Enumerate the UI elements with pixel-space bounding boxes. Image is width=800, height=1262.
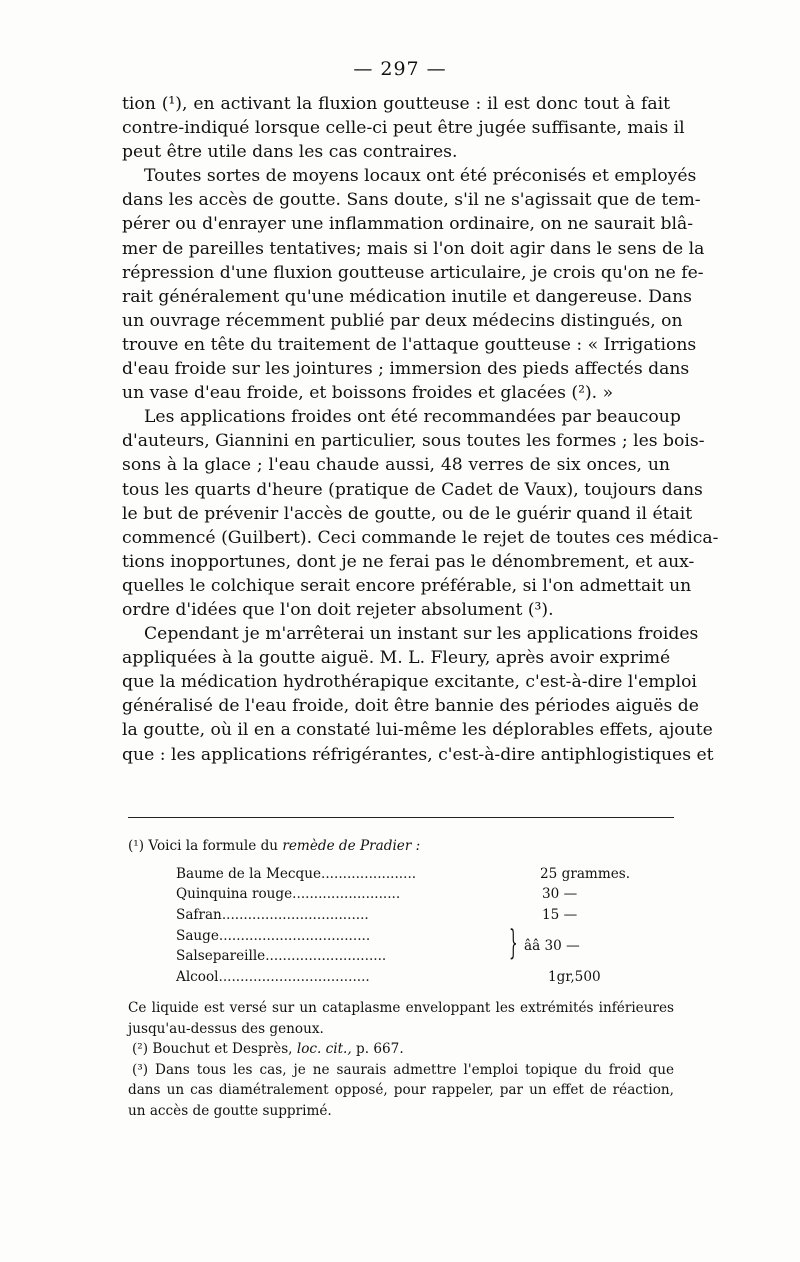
footnote-2-authors: (²) Bouchut et Desprès, [132, 1041, 293, 1057]
ingredient-name: Sauge [176, 928, 219, 944]
text-line: contre-indiqué lorsque celle-ci peut être jugée suffisante, mais il [122, 118, 685, 139]
text-line: Toutes sortes de moyens locaux ont été préconisés et employés [144, 166, 697, 187]
recipe-row [176, 866, 416, 882]
text-line: la goutte, où il en a constaté lui-même les déplorables effets, ajoute [122, 720, 713, 741]
text-line: dans un cas diamétralement opposé, pour rappeler, par un effet de réaction, [128, 1082, 674, 1098]
text-line: quelles le colchique serait encore préférable, si l'on admettait un [122, 575, 692, 596]
ingredient-qty: 25 grammes. [540, 866, 631, 882]
text-line: (³) Dans tous les cas, je ne saurais admettre l'emploi topique du froid que [132, 1061, 674, 1078]
brace-qty: ââ 30 — [524, 938, 580, 954]
recipe-row [176, 907, 369, 923]
footnote-2 [128, 1039, 674, 1060]
footnotes [128, 836, 674, 857]
leader-dots: ......................... [292, 886, 401, 902]
text-line: le but de prévenir l'accès de goutte, ou de le guérir quand il était [122, 503, 693, 524]
ingredient-qty: 1gr,500 [548, 969, 601, 985]
text-line: dans les accès de goutte. Sans doute, s'il ne s'agissait que de tem- [122, 190, 701, 211]
leader-dots: ................................... [218, 928, 371, 944]
text-line: un vase d'eau froide, et boissons froides et glacées (²). » [122, 383, 614, 404]
ingredient-name: Alcool [176, 969, 219, 985]
main-text [122, 92, 719, 767]
ingredient-qty: 15 — [542, 907, 578, 923]
ingredient-name: Quinquina rouge [176, 886, 293, 902]
text-line: sons à la glace ; l'eau chaude aussi, 48 verres de six onces, un [122, 455, 670, 476]
recipe-row [176, 928, 370, 944]
text-line: commencé (Guilbert). Ceci commande le rejet de toutes ces médica- [122, 527, 719, 548]
footnote-2-ref: loc. cit., [296, 1041, 352, 1057]
text-line: d'eau froide sur les jointures ; immersion des pieds affectés dans [122, 359, 690, 380]
footnote-rule [128, 817, 674, 818]
text-line: Ce liquide est versé sur un cataplasme enveloppant les extrémités inférieures [128, 1000, 674, 1016]
leader-dots: ................................... [218, 969, 370, 985]
paragraph [122, 405, 681, 429]
text-line: tous les quarts d'heure (pratique de Cadet de Vaux), toujours dans [122, 479, 703, 500]
text-line: un accès de goutte supprimé. [128, 1102, 332, 1119]
text-line: rait généralement qu'une médication inutile et dangereuse. Dans [122, 286, 692, 307]
recipe-row [176, 886, 400, 902]
ingredient-name: Baume de la Mecque [176, 866, 322, 882]
paragraph [122, 188, 705, 405]
leader-dots: ............................ [265, 948, 387, 964]
text-line: répression d'une fluxion goutteuse articulaire, je crois qu'on ne fe- [122, 262, 704, 283]
text-line: appliquées à la goutte aiguë. M. L. Fleury, après avoir exprimé [122, 648, 671, 669]
footnote-2-page: p. 667. [356, 1041, 404, 1057]
text-line: Cependant je m'arrêterai un instant sur les applications froides [144, 624, 699, 645]
brace-symbol: } [509, 923, 518, 963]
text-line: Les applications froides ont été recommandées par beaucoup [144, 407, 681, 428]
paragraph [122, 622, 699, 646]
page-number: — 297 — [353, 58, 447, 80]
text-line: pérer ou d'enrayer une inflammation ordinaire, on ne saurait blâ- [122, 214, 694, 235]
text-line: trouve en tête du traitement de l'attaque goutteuse : « Irrigations [122, 334, 697, 355]
recipe-row [176, 948, 386, 964]
text-line: tion (¹), en activant la fluxion goutteuse : il est donc tout à fait [122, 94, 670, 114]
text-line: que : les applications réfrigérantes, c'est-à-dire antiphlogistiques et [122, 744, 714, 765]
footnote-1-intro [128, 836, 674, 857]
text-line: mer de pareilles tentatives; mais si l'on doit agir dans le sens de la [122, 238, 705, 259]
paragraph [122, 92, 685, 164]
footnote-1-text [128, 998, 674, 1121]
paragraph [122, 429, 719, 622]
text-line: peut être utile dans les cas contraires. [122, 142, 458, 163]
paragraph [122, 646, 714, 766]
recipe-title: remède de Pradier : [282, 838, 421, 854]
ingredient-name: Safran [176, 907, 222, 923]
text-line: un ouvrage récemment publié par deux médecins distingués, on [122, 310, 683, 331]
leader-dots: .................................. [221, 907, 369, 923]
text-line: d'auteurs, Giannini en particulier, sous toutes les formes ; les bois- [122, 431, 705, 452]
paragraph [122, 164, 697, 188]
ingredient-qty: 30 — [542, 886, 578, 902]
leader-dots: ...................... [321, 866, 417, 882]
text-line: ordre d'idées que l'on doit rejeter absolument (³). [122, 599, 554, 620]
text-line: tions inopportunes, dont je ne ferai pas le dénombrement, et aux- [122, 551, 695, 572]
text-line: jusqu'au-dessus des genoux. [128, 1020, 324, 1037]
text-line: généralisé de l'eau froide, doit être bannie des périodes aiguës de [122, 696, 699, 717]
text-line: que la médication hydrothérapique excitante, c'est-à-dire l'emploi [122, 672, 697, 693]
ingredient-name: Salsepareille [176, 948, 266, 964]
footnote-1-label: (¹) Voici la formule du [128, 838, 279, 854]
recipe-row [176, 969, 370, 985]
